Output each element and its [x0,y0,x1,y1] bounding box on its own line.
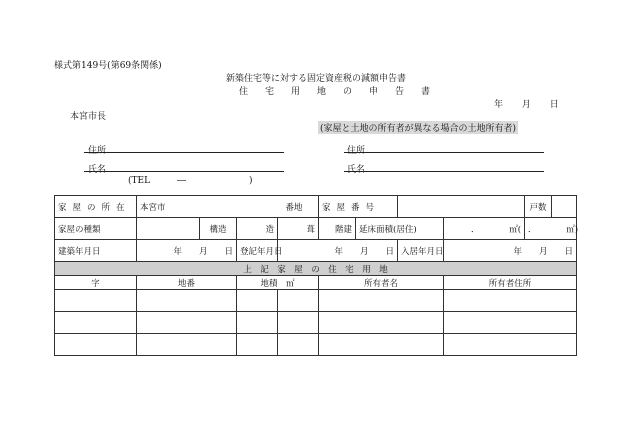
reg-date-value[interactable] [278,240,398,262]
structure-label: 構造 [200,218,237,240]
move-in-date-value[interactable] [444,240,577,262]
land-header-aza: 字 [55,276,137,290]
land-owner-address-cell[interactable] [444,312,577,334]
left-name-line[interactable] [84,171,284,172]
land-header-chiseki: 地積 ㎡ [237,276,319,290]
house-number-value[interactable] [398,196,525,218]
land-header-owner-name: 所有者名 [319,276,444,290]
house-number-label: 家屋番号 [319,196,398,218]
land-chiseki-dec-cell[interactable] [278,290,319,312]
banchi-label: 番地 [285,202,303,213]
land-owner-note: (家屋と土地の所有者が異なる場合の土地所有者) [318,121,518,134]
roof-cell[interactable]: 葺 [278,218,319,240]
left-address-label: 住所 [88,146,107,156]
right-address-line[interactable] [344,152,544,153]
land-owner-name-cell[interactable] [319,312,444,334]
row-location [55,196,577,218]
built-year: 年 [173,246,182,257]
date-year: 年 [494,100,504,110]
land-aza-cell[interactable] [55,290,137,312]
floor-area-label: 延床面積(居住) [356,218,444,240]
built-date-label: 建築年月日 [55,240,137,262]
left-address-line[interactable] [84,152,284,153]
row-dates [55,240,577,262]
type-label: 家屋の種類 [55,218,137,240]
date-day: 日 [549,100,559,110]
move-in-date-label: 入居年月日 [398,240,444,262]
reg-year: 年 [334,246,343,257]
form-subtitle: 住 宅 用 地 の 申 告 書 [239,87,435,97]
land-row [55,290,577,312]
move-day: 日 [564,246,574,257]
land-header-owner-address: 所有者住所 [444,276,577,290]
form-id: 様式第149号(第69条関係) [54,61,162,71]
type-value[interactable] [137,218,200,240]
units-label: 戸数 [525,196,552,218]
date-month: 月 [521,100,531,110]
reg-date-label: 登記年月日 [237,240,278,262]
land-chiseki-dec-cell[interactable] [278,312,319,334]
location-value[interactable] [137,196,319,218]
land-chiseki-int-cell[interactable] [237,334,278,356]
row-section-title [55,262,577,276]
right-name-line[interactable] [344,171,544,172]
land-chiseki-dec-cell[interactable] [278,334,319,356]
land-aza-cell[interactable] [55,334,137,356]
location-label: 家屋の所在 [55,196,137,218]
land-chiseki-int-cell[interactable] [237,290,278,312]
built-date-value[interactable] [137,240,237,262]
land-chiban-cell[interactable] [137,290,237,312]
land-row [55,312,577,334]
date-line [494,97,559,110]
land-header-chiban: 地番 [137,276,237,290]
units-value[interactable] [552,196,577,218]
right-address-label: 住所 [347,146,366,156]
land-owner-name-cell[interactable] [319,334,444,356]
section-title: 上 記 家 屋 の 住 宅 用 地 [55,262,577,276]
left-tel: (TEL ― ) [128,176,253,186]
land-row [55,334,577,356]
row-type [55,218,577,240]
built-month: 月 [198,246,208,257]
reg-month: 月 [359,246,369,257]
land-aza-cell[interactable] [55,312,137,334]
zukuri-cell[interactable]: 造 [237,218,278,240]
floor-area-residential[interactable]: ． ㎡) [525,218,577,240]
floor-area-value[interactable]: ． ㎡( [444,218,525,240]
land-header-row [55,276,577,290]
form-title: 新築住宅等に対する固定資産税の減額申告書 [226,74,407,84]
location-city: 本宮市 [140,202,166,213]
move-month: 月 [539,246,548,257]
property-table [54,195,577,356]
built-day: 日 [224,246,234,257]
land-chiban-cell[interactable] [137,312,237,334]
land-owner-name-cell[interactable] [319,290,444,312]
land-chiseki-int-cell[interactable] [237,312,278,334]
land-owner-address-cell[interactable] [444,290,577,312]
move-year: 年 [513,246,522,257]
land-owner-address-cell[interactable] [444,334,577,356]
addressee: 本宮市長 [70,112,107,122]
floors-cell[interactable]: 階建 [319,218,356,240]
right-name-label: 氏名 [347,165,366,175]
left-name-label: 氏名 [88,165,107,175]
reg-day: 日 [385,246,395,257]
land-chiban-cell[interactable] [137,334,237,356]
